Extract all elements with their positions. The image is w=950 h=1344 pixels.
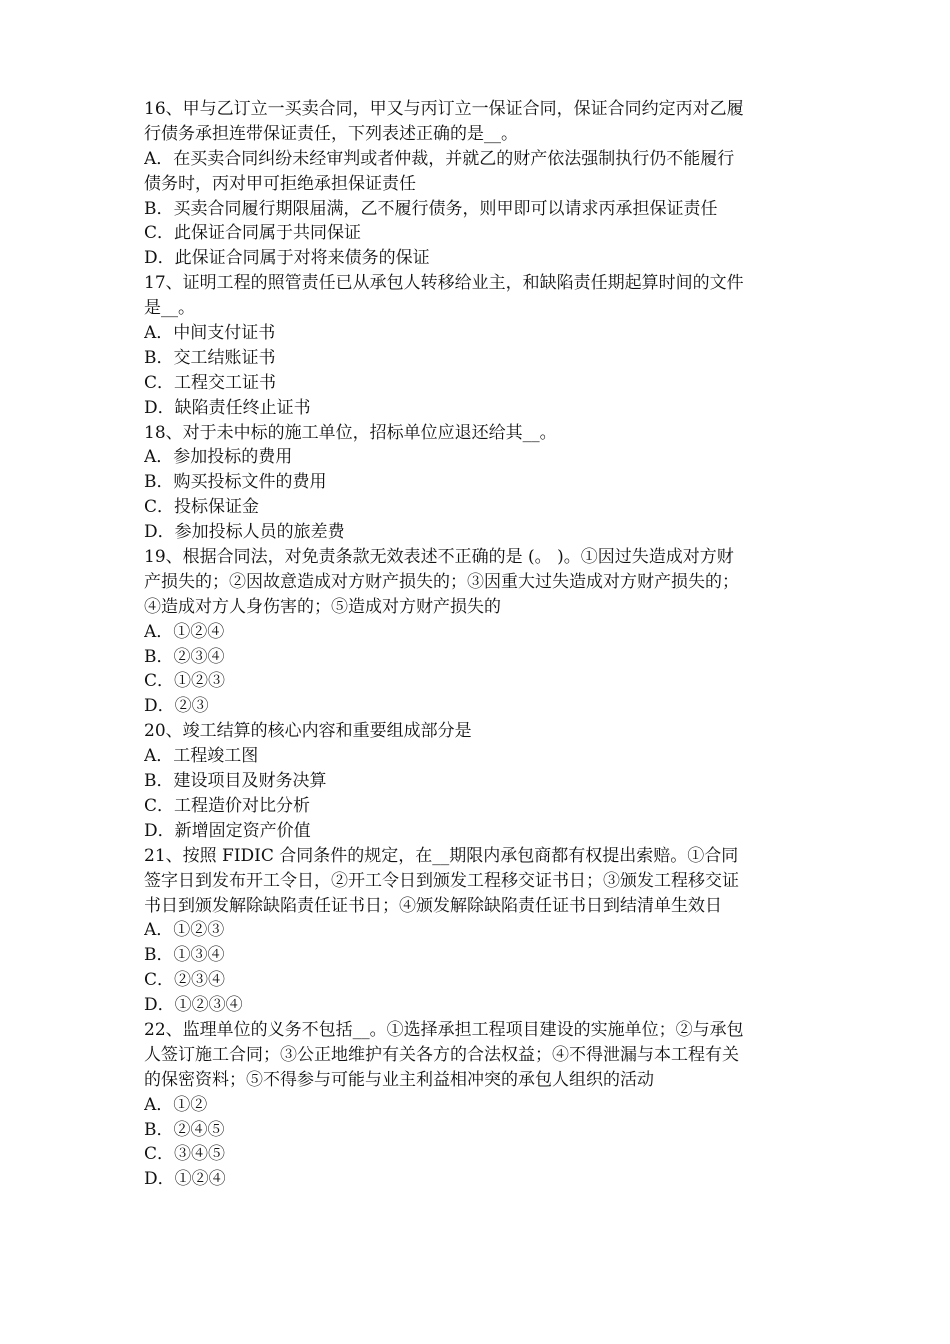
document-page (144, 97, 809, 1192)
question-stem-line: 的保密资料；⑤不得参与可能与业主利益相冲突的承包人组织的活动 (144, 1069, 654, 1090)
option-b: B．①③④ (144, 945, 225, 966)
question-22 (144, 1018, 809, 1192)
option-c: C．③④⑤ (144, 1144, 226, 1165)
option-a: A．中间支付证书 (144, 323, 276, 344)
question-stem-line: 是__。 (144, 298, 195, 319)
question-stem-line: 人签订施工合同；③公正地维护有关各方的合法权益；④不得泄漏与本工程有关 (144, 1044, 739, 1065)
option-a: A．①②③ (144, 920, 225, 941)
question-20 (144, 719, 809, 843)
option-a: A．工程竣工图 (144, 746, 259, 767)
option-d: D．②③ (144, 696, 209, 717)
option-d: D．①②④ (144, 1169, 226, 1190)
question-17 (144, 271, 809, 420)
option-d: D．①②③④ (144, 995, 243, 1016)
question-stem-line: 20、竣工结算的核心内容和重要组成部分是 (144, 721, 472, 742)
option-a-continued: 债务时，丙对甲可拒绝承担保证责任 (144, 173, 416, 194)
option-a: A．①② (144, 1094, 208, 1115)
question-stem-line: 行债务承担连带保证责任，下列表述正确的是__。 (144, 123, 518, 144)
question-stem-line: 书日到颁发解除缺陷责任证书日；④颁发解除缺陷责任证书日到结清单生效日 (144, 895, 722, 916)
option-c: C．②③④ (144, 970, 226, 991)
option-b: B．建设项目及财务决算 (144, 771, 327, 792)
option-c: C．此保证合同属于共同保证 (144, 223, 362, 244)
option-c: C．①②③ (144, 671, 226, 692)
option-b: B．购买投标文件的费用 (144, 472, 327, 493)
option-c: C．工程造价对比分析 (144, 795, 311, 816)
question-stem-line: 16、甲与乙订立一买卖合同，甲又与丙订立一保证合同，保证合同约定丙对乙履 (144, 99, 744, 119)
option-c: C．工程交工证书 (144, 372, 277, 393)
option-a: A．参加投标的费用 (144, 447, 293, 468)
option-d: D．缺陷责任终止证书 (144, 397, 311, 418)
option-b: B．②③④ (144, 646, 225, 667)
question-stem-line: 22、监理单位的义务不包括__。①选择承担工程项目建设的实施单位；②与承包 (144, 1019, 744, 1040)
question-stem-line: ④造成对方人身伤害的；⑤造成对方财产损失的 (144, 596, 501, 617)
option-b: B．买卖合同履行期限届满，乙不履行债务，则甲即可以请求丙承担保证责任 (144, 198, 718, 219)
option-a: A．在买卖合同纠纷未经审判或者仲裁，并就乙的财产依法强制执行仍不能履行 (144, 148, 735, 169)
option-b: B．②④⑤ (144, 1119, 225, 1140)
question-stem-line: 18、对于未中标的施工单位，招标单位应退还给其__。 (144, 422, 557, 443)
question-stem-line: 签字日到发布开工令日，②开工令日到颁发工程移交证书日；③颁发工程移交证 (144, 870, 739, 891)
question-stem-line: 19、根据合同法，对免责条款无效表述不正确的是 (。 )。①因过失造成对方财 (144, 547, 734, 568)
question-stem-line: 产损失的；②因故意造成对方财产损失的；③因重大过失造成对方财产损失的； (144, 571, 739, 592)
option-d: D．此保证合同属于对将来债务的保证 (144, 248, 430, 269)
question-16 (144, 97, 809, 271)
question-stem-line: 21、按照 FIDIC 合同条件的规定，在__期限内承包商都有权提出索赔。①合同 (144, 845, 739, 866)
question-19 (144, 545, 809, 719)
option-d: D．参加投标人员的旅差费 (144, 522, 345, 543)
option-d: D．新增固定资产价值 (144, 820, 311, 841)
question-18 (144, 421, 809, 545)
question-21 (144, 844, 809, 1018)
question-stem-line: 17、证明工程的照管责任已从承包人转移给业主，和缺陷责任期起算时间的文件 (144, 273, 744, 294)
option-b: B．交工结账证书 (144, 347, 276, 368)
option-c: C．投标保证金 (144, 497, 260, 518)
option-a: A．①②④ (144, 621, 225, 642)
